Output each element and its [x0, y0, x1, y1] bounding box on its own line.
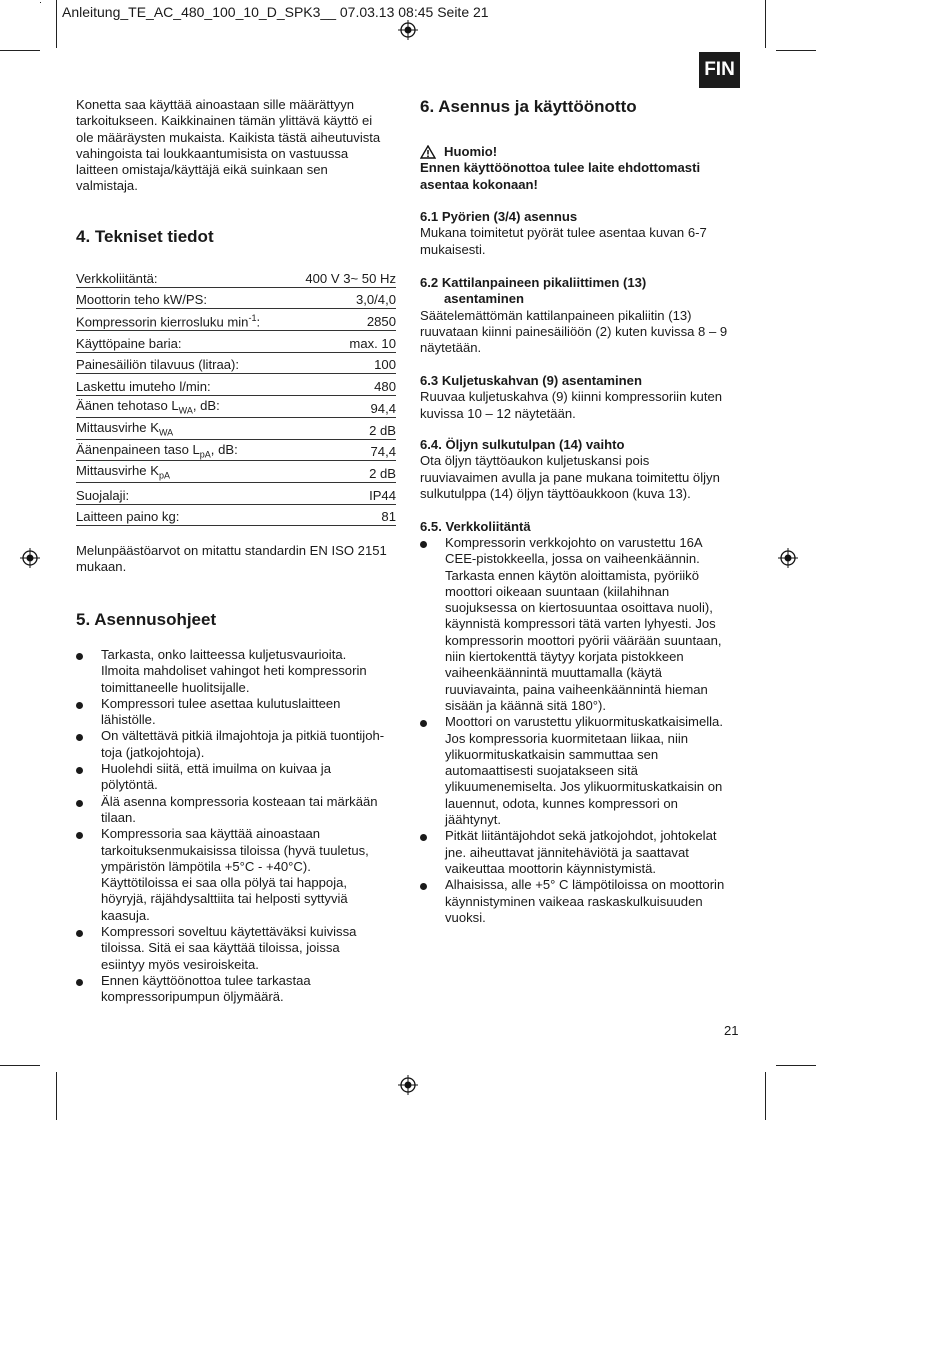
registration-mark-icon — [398, 20, 418, 40]
bullet-item: Kompressorin verkkojohto on varustettu 16A CEE-pistokkeella, jossa on vaiheenkäännin. Tarkasta ennen käytön aloittamista, pyöriikö moottori oikeaan suuntaan (kiilahihnan suojuksessa on kiertosuuntaa osoittava nuoli), käynnistä kompressori tätä varten lyhyesti. Jos kompressorin moottori pyörii väärään suuntaan, niin kiertokenttä täytyy korjata pistokkeen vaiheenkäännintä muuttamalla (käytä ruuviavainta, paina vaiheenkäännintä hieman sisään ja käännä sitä 180°). — [420, 535, 750, 714]
spec-row — [76, 440, 396, 462]
spec-row — [76, 309, 396, 331]
spec-value: 480 — [374, 379, 396, 395]
bullet-item: Ennen käyttöönottoa tulee tarkastaa kompressoripumpun öljymäärä. — [76, 973, 401, 1006]
section-6-2: 6.2 Kattilanpaineen pikaliittimen (13) asentaminen Säätelemättömän kattilanpaineen pikaliitin (13) ruuvataan kiinni painesäiliöön (2) kuten kuvissa 8 – 9 näytetään. — [420, 275, 750, 356]
spec-value: 3,0/4,0 — [355, 292, 396, 308]
spec-row — [76, 266, 396, 288]
bullet-item: Tarkasta, onko laitteessa kuljetusvaurioita. Ilmoita mahdoliset vahingot heti kompressorin toimittaneelle huolitsijalle. — [76, 647, 401, 696]
bullet-item: Pitkät liitäntäjohdot sekä jatkojohdot, johtokelat jne. aiheuttavat jännitehäviötä ja saattavat vaikeuttaa moottorin käynnistymistä. — [420, 828, 750, 877]
spec-label: Laskettu imuteho l/min: — [76, 379, 211, 395]
bullet-dot-icon — [76, 930, 83, 937]
spec-row — [76, 505, 396, 527]
section-6-3: 6.3 Kuljetuskahvan (9) asentaminen Ruuvaa kuljetuskahva (9) kiinni kompressoriin kuten kuvissa 10 – 12 näytetään. — [420, 373, 750, 422]
spec-label: Verkkoliitäntä: — [76, 270, 158, 286]
registration-mark-icon — [398, 1075, 418, 1095]
spec-label: Mittausvirhe $K_{WA}$ — [76, 419, 174, 438]
bullet-item: Kompressoria saa käyttää ainoastaan tarkoituksenmukaisissa tiloissa (hyvä tuuletus, ympäristön lämpötila +5°C - +40°C). Käyttötiloissa ei saa olla pölyä tai happoja, höyryjä, räjähdysalttiita tai helposti syttyviä kaasuja. — [76, 826, 401, 924]
spec-value: 74,4 — [370, 444, 396, 460]
spec-label: Laitteen paino kg: — [76, 509, 180, 525]
bullet-item: Moottori on varustettu ylikuormituskatkaisimella. Jos kompressoria kuormitetaan liikaa, niin ylikuormituskatkaisin sammuttaa sen automaattisesti suojatakseen sitä ylikuumenemiselta. Jos ylikuormituskatkaisin on lauennut, odota, kunnes kompressori on jäähtynyt. — [420, 714, 750, 828]
section-6-1-title: 6.1 Pyörien (3/4) asennus — [420, 209, 578, 224]
bullet-item: Kompressori soveltuu käytettäväksi kuivissa tiloissa. Sitä ei saa käyttää tiloissa, joissa esiintyy myös vesiroiskeita. — [76, 924, 401, 973]
bullet-item: Huolehdi siitä, että imuilma on kuivaa ja pölytöntä. — [76, 761, 401, 794]
section-6-3-title: 6.3 Kuljetuskahvan (9) asentaminen — [420, 373, 642, 388]
spec-table — [76, 266, 396, 526]
noise-note: Melunpäästöarvot on mitattu standardin EN ISO 2151 mukaan. — [76, 543, 387, 575]
registration-mark-icon — [20, 548, 40, 568]
bullet-item: On vältettävä pitkiä ilmajohtoja ja pitkiä tuontijoh- toja (jatkojohtoja). — [76, 728, 401, 761]
bullet-dot-icon — [76, 979, 83, 986]
bullet-dot-icon — [76, 734, 83, 741]
print-header: Anleitung_TE_AC_480_100_10_D_SPK3__ 07.03.13 08:45 Seite 21 — [62, 4, 489, 20]
spec-row — [76, 374, 396, 396]
page-number: 21 — [724, 1023, 739, 1038]
bullet-dot-icon — [76, 800, 83, 807]
spec-label: Painesäiliön tilavuus (litraa): — [76, 357, 240, 373]
crop-mark — [0, 1065, 40, 1066]
bullet-item: Alhaisissa, alle +5° C lämpötiloissa on moottorin käynnistyminen vaikeaa raskaskulkuisuuden vuoksi. — [420, 877, 750, 926]
spec-row — [76, 418, 396, 440]
crop-mark — [0, 50, 40, 51]
crop-mark — [765, 0, 766, 48]
spec-value: 2 dB — [369, 465, 396, 481]
crop-mark — [56, 0, 57, 48]
section-6-5-title: 6.5. Verkkoliitäntä — [420, 519, 531, 534]
spec-value: max. 10 — [349, 335, 396, 351]
spec-value: 81 — [381, 509, 396, 525]
spec-label: Käyttöpaine baria: — [76, 335, 182, 351]
bullet-dot-icon — [76, 702, 83, 709]
section-6-4: 6.4. Öljyn sulkutulpan (14) vaihto Ota öljyn täyttöaukon kuljetuskansi pois ruuviavaimen avulla ja pane mukana toimitettu öljyn sulkutulppa (14) öljyn täyttöaukkoon (kuva 13). — [420, 437, 750, 502]
intro-paragraph: Konetta saa käyttää ainoastaan sille määrättyyn tarkoitukseen. Kaikkinainen tämän ylittävä käyttö ei ole määräysten mukaista. Kaikista tästä aiheutuvista vahingoista tai loukkaantumisista on vastuussa laitteen omistaja/käyttäjä eikä suinkaan sen valmistaja. — [76, 97, 381, 194]
crop-mark — [56, 1072, 57, 1120]
bullet-item: Kompressori tulee asettaa kulutuslaitteen lähistölle. — [76, 696, 401, 729]
bullet-dot-icon — [420, 541, 427, 548]
section-4-title: 4. Tekniset tiedot — [76, 227, 214, 246]
section-5-bullets — [76, 647, 401, 1006]
warning-title: Huomio! — [444, 144, 498, 159]
bullet-dot-icon — [420, 834, 427, 841]
section-6-4-title: 6.4. Öljyn sulkutulpan (14) vaihto — [420, 437, 625, 452]
bullet-dot-icon — [420, 720, 427, 727]
spec-value: 2850 — [366, 314, 396, 330]
spec-value: 94,4 — [370, 400, 396, 416]
crop-mark — [776, 50, 816, 51]
spec-row — [76, 353, 396, 375]
section-6-2-title: 6.2 Kattilanpaineen pikaliittimen (13) — [420, 275, 647, 290]
section-6-5-bullets — [420, 535, 750, 926]
spec-value: 2 dB — [369, 422, 396, 438]
spec-row — [76, 483, 396, 505]
spec-label: Mittausvirhe $K_{pA}$ — [76, 463, 170, 481]
crop-mark — [765, 1072, 766, 1120]
spec-row — [76, 288, 396, 310]
warning-block: Huomio! Ennen käyttöönottoa tulee laite ehdottomasti asentaa kokonaan! — [420, 144, 701, 192]
bullet-dot-icon — [420, 883, 427, 890]
spec-row — [76, 461, 396, 483]
bullet-dot-icon — [76, 767, 83, 774]
spec-label: Suojalaji: — [76, 487, 130, 503]
warning-triangle-icon — [420, 145, 436, 159]
bullet-dot-icon — [76, 832, 83, 839]
section-6-title: 6. Asennus ja käyttöönotto — [420, 97, 637, 116]
section-6-1: 6.1 Pyörien (3/4) asennus Mukana toimitetut pyörät tulee asentaa kuvan 6-7 mukaisesti. — [420, 209, 750, 258]
bullet-dot-icon — [76, 653, 83, 660]
spec-label: Kompressorin kierrosluku $\min^{-1}$: — [76, 312, 261, 330]
language-tab: FIN — [699, 52, 740, 88]
bullet-item: Älä asenna kompressoria kosteaan tai märkään tilaan. — [76, 794, 401, 827]
spec-row — [76, 331, 396, 353]
spec-value: 400 V 3~ 50 Hz — [305, 270, 396, 286]
crop-mark — [776, 1065, 816, 1066]
spec-value: IP44 — [369, 487, 396, 503]
registration-mark-icon — [778, 548, 798, 568]
spec-value: 100 — [374, 357, 396, 373]
spec-label: Äänen tehotaso $L_{WA}$, dB: — [76, 398, 220, 416]
spec-label: Moottorin teho kW/PS: — [76, 292, 207, 308]
spec-label: Äänenpaineen taso $L_{pA}$, dB: — [76, 441, 238, 460]
section-5-title: 5. Asennusohjeet — [76, 610, 217, 629]
spec-row — [76, 396, 396, 418]
